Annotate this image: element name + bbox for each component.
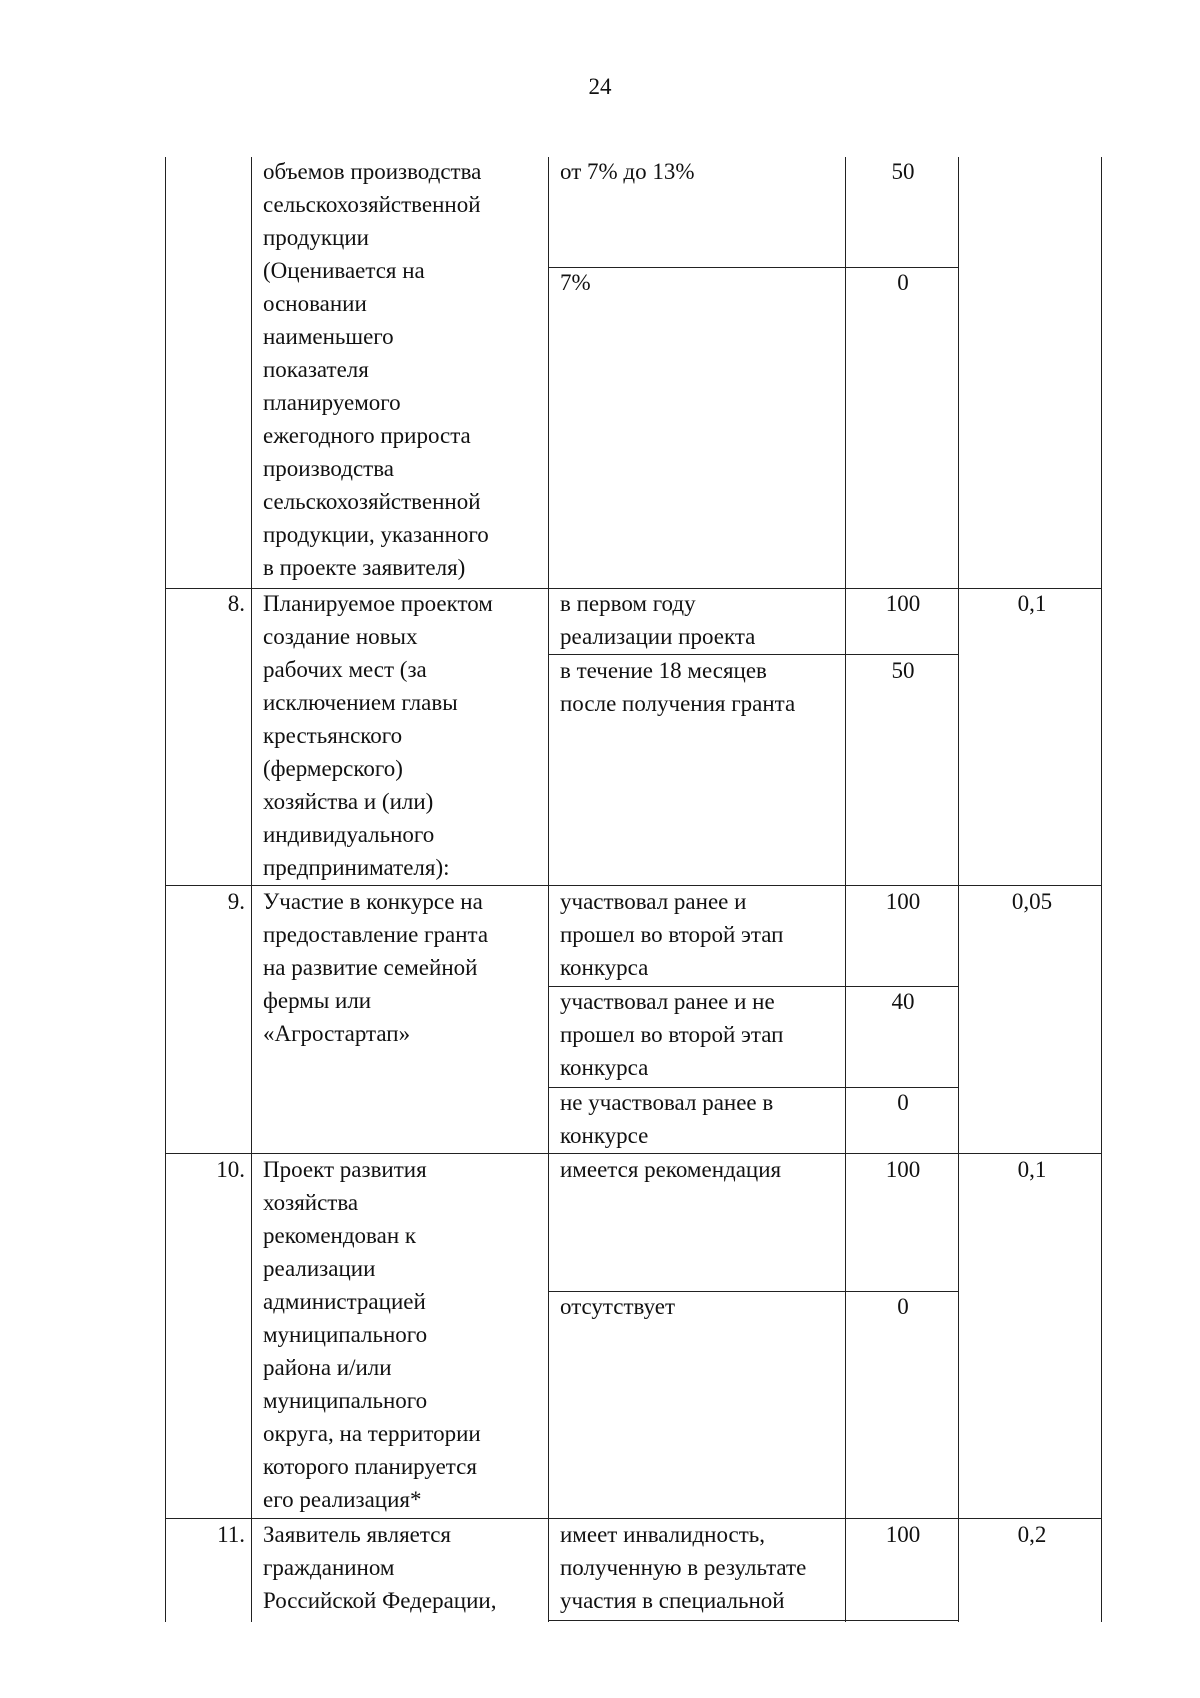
- value-text: 7%: [560, 270, 591, 295]
- criterion-text: объемов производства сельскохозяйственной продукции (Оценивается на основании наименьшего показателя планируемого ежегодного прироста производства сельскохозяйственной продукции, указанного в проекте заявителя): [263, 159, 489, 580]
- points-text: 0: [897, 1294, 909, 1319]
- criterion-text: Планируемое проектом создание новых рабочих мест (за исключением главы крестьянского (фермерского) хозяйства и (или) индивидуального предпринимателя):: [263, 591, 493, 880]
- points-text: 50: [891, 658, 915, 683]
- value-text: участвовал ранее и не прошел во второй этап конкурса: [560, 989, 784, 1080]
- subrow-separator: [548, 1620, 959, 1621]
- value-text: от 7% до 13%: [560, 159, 695, 184]
- row-number: 9.: [227, 889, 245, 914]
- points-text: 100: [885, 591, 921, 616]
- points-text: 100: [885, 889, 921, 914]
- row-number: 11.: [217, 1522, 245, 1547]
- points-text: 50: [891, 159, 915, 184]
- column-divider-points: [958, 157, 959, 1622]
- column-divider-value: [845, 157, 846, 1622]
- value-text: участвовал ранее и прошел во второй этап конкурса: [560, 889, 784, 980]
- value-text: не участвовал ранее в конкурсе: [560, 1090, 774, 1148]
- value-text: отсутствует: [560, 1294, 676, 1319]
- row-number: 8.: [227, 591, 245, 616]
- weight-text: 0,1: [1017, 591, 1047, 616]
- weight-text: 0,1: [1017, 1157, 1047, 1182]
- weight-text: 0,2: [1017, 1522, 1047, 1547]
- value-text: имеет инвалидность, полученную в результате участия в специальной: [560, 1522, 807, 1613]
- points-text: 40: [891, 989, 915, 1014]
- weight-text: 0,05: [1011, 889, 1053, 914]
- row-number: 10.: [216, 1157, 245, 1182]
- points-text: 100: [885, 1522, 921, 1547]
- criterion-text: Участие в конкурсе на предоставление гранта на развитие семейной фермы или «Агростартап»: [263, 889, 489, 1046]
- points-text: 0: [897, 270, 909, 295]
- value-text: имеется рекомендация: [560, 1157, 782, 1182]
- column-divider-num: [251, 157, 252, 1622]
- value-text: в первом году реализации проекта: [560, 591, 756, 649]
- page-number: 24: [588, 74, 612, 99]
- points-text: 100: [885, 1157, 921, 1182]
- points-text: 0: [897, 1090, 909, 1115]
- column-divider-criterion: [548, 157, 549, 1622]
- criterion-text: Заявитель является гражданином Российской Федерации,: [263, 1522, 497, 1613]
- criterion-text: Проект развития хозяйства рекомендован к реализации администрацией муниципального района и/или муниципального округа, на территории которого планируется его реализация*: [263, 1157, 481, 1512]
- value-text: в течение 18 месяцев после получения гранта: [560, 658, 796, 716]
